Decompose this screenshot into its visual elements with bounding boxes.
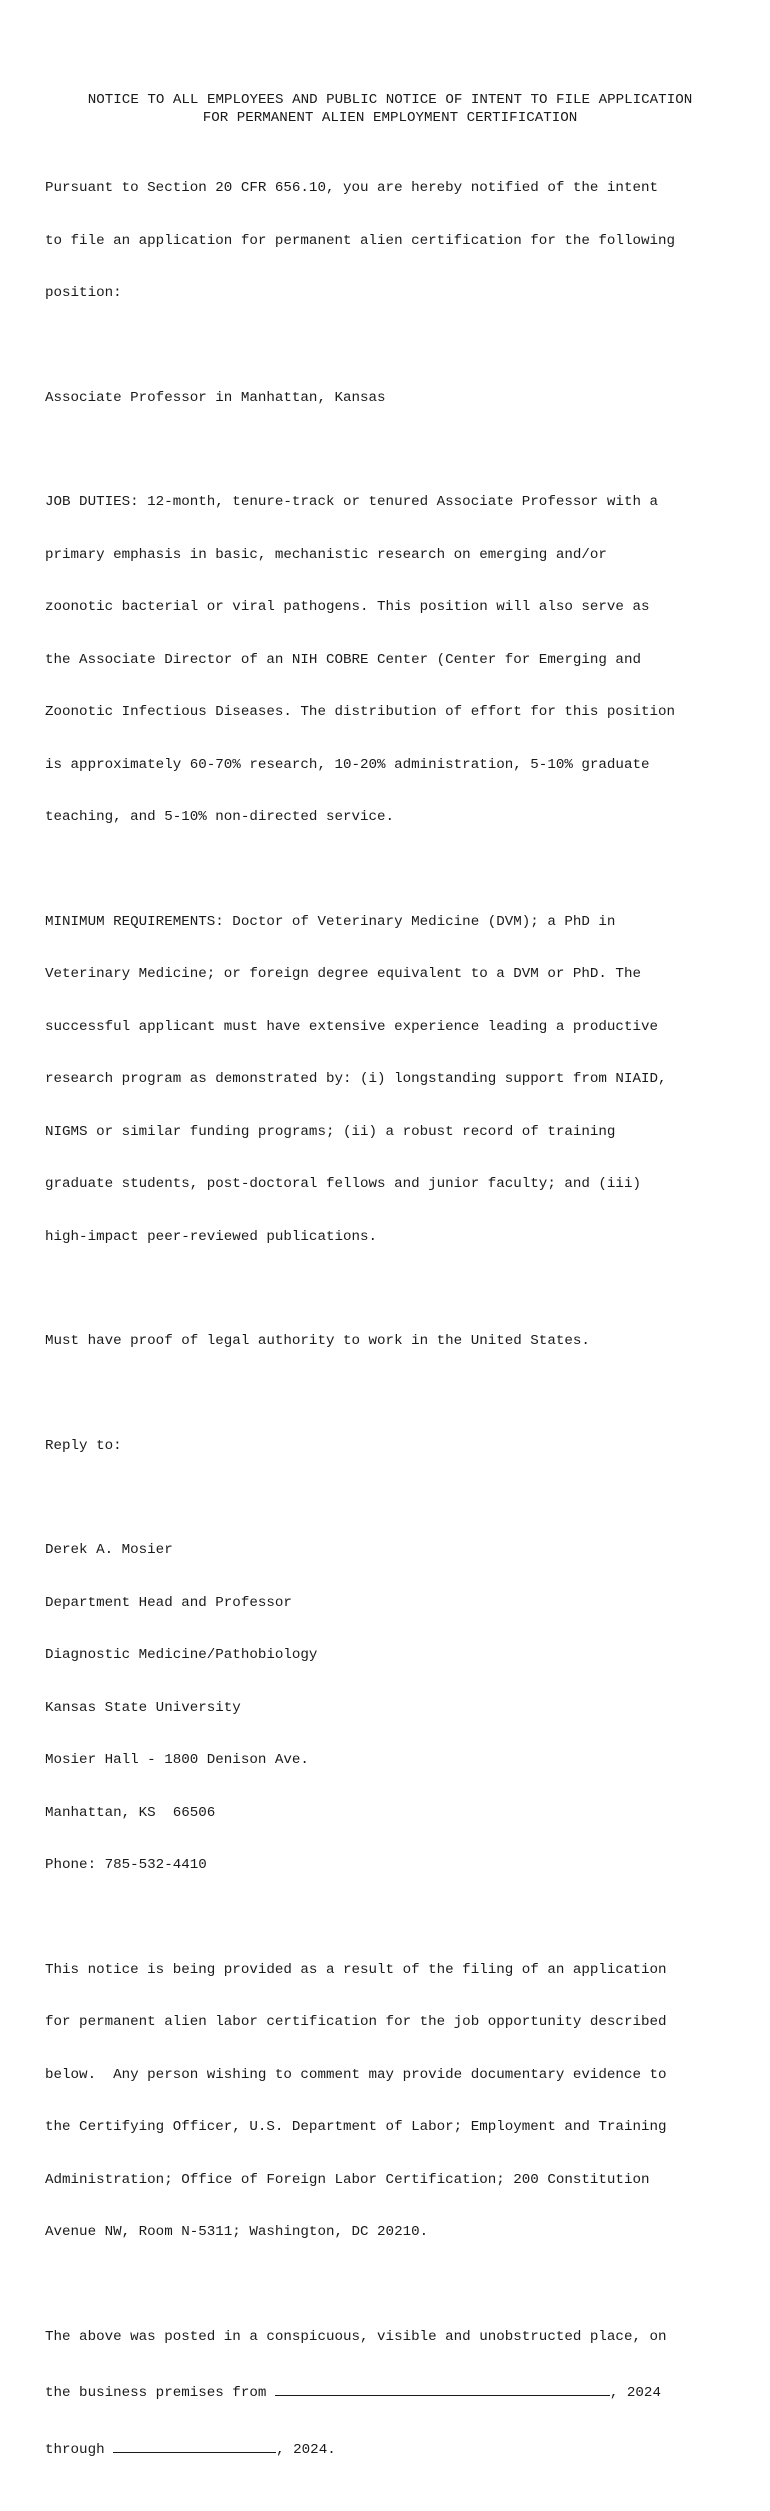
posting-through-label: through [45,2441,114,2458]
requirements-line: Veterinary Medicine; or foreign degree equivalent to a DVM or PhD. The [45,966,641,982]
document-title [45,92,735,127]
posted-through-date-blank[interactable] [113,2438,276,2453]
posting-from-year: , 2024 [609,2385,661,2401]
notice-paragraph [45,1927,735,2277]
job-duties-paragraph [45,459,735,862]
job-duties-line: JOB DUTIES: 12-month, tenure-track or tenured Associate Professor with a [45,494,658,510]
notice-line: Avenue NW, Room N-5311; Washington, DC 20210. [45,2224,429,2240]
job-duties-line: teaching, and 5-10% non-directed service. [45,809,395,825]
requirements-paragraph [45,879,735,1282]
posting-from-label: the business premises from [45,2385,275,2401]
posting-line-from [45,2381,735,2403]
requirements-line: graduate students, post-doctoral fellows and junior faculty; and (iii) [45,1176,641,1192]
intro-line: position: [45,285,122,301]
requirements-line: NIGMS or similar funding programs; (ii) a robust record of training [45,1123,616,1140]
intro-line: to file an application for permanent alien certification for the following [45,232,676,249]
contact-title: Department Head and Professor [45,1594,292,1611]
notice-line: the Certifying Officer, U.S. Department of Labor; Employment and Training [45,2119,667,2135]
job-duties-line: primary emphasis in basic, mechanistic research on emerging and/or [45,546,607,563]
intro-paragraph [45,145,735,338]
contact-phone: Phone: 785-532-4410 [45,1857,207,1873]
contact-city: Manhattan, KS 66506 [45,1804,216,1821]
notice-line: Administration; Office of Foreign Labor Certification; 200 Constitution [45,2171,650,2188]
posting-paragraph [45,2294,735,2495]
notice-line: for permanent alien labor certification for the job opportunity described [45,2014,667,2030]
position-title: Associate Professor in Manhattan, Kansas [45,389,386,406]
contact-department: Diagnostic Medicine/Pathobiology [45,1647,318,1663]
posted-from-date-blank[interactable] [275,2381,610,2396]
posting-line: The above was posted in a conspicuous, visible and unobstructed place, on [45,2328,667,2345]
notice-line: below. Any person wishing to comment may provide documentary evidence to [45,2066,667,2083]
title-line-2: FOR PERMANENT ALIEN EMPLOYMENT CERTIFICATION [202,109,578,126]
contact-university: Kansas State University [45,1699,241,1716]
requirements-line: successful applicant must have extensive experience leading a productive [45,1018,658,1035]
requirements-line: MINIMUM REQUIREMENTS: Doctor of Veterinary Medicine (DVM); a PhD in [45,913,616,930]
contact-block [45,1507,735,1910]
notice-document [45,92,735,2511]
job-duties-line: zoonotic bacterial or viral pathogens. This position will also serve as [45,599,650,615]
job-duties-line: Zoonotic Infectious Diseases. The distribution of effort for this position [45,704,676,720]
requirements-line: research program as demonstrated by: (i) longstanding support from NIAID, [45,1071,667,1087]
posting-through-year: , 2024. [276,2441,336,2458]
contact-name: Derek A. Mosier [45,1542,173,1558]
job-duties-line: the Associate Director of an NIH COBRE Center (Center for Emerging and [45,651,641,668]
intro-line: Pursuant to Section 20 CFR 656.10, you are hereby notified of the intent [45,180,658,196]
legal-authority-statement: Must have proof of legal authority to work in the United States. [45,1333,590,1349]
requirements-line: high-impact peer-reviewed publications. [45,1228,378,1245]
title-line-1: NOTICE TO ALL EMPLOYEES AND PUBLIC NOTICE OF INTENT TO FILE APPLICATION [87,92,693,108]
notice-line: This notice is being provided as a result of the filing of an application [45,1961,667,1978]
reply-to-label: Reply to: [45,1437,122,1454]
job-duties-line: is approximately 60-70% research, 10-20% administration, 5-10% graduate [45,756,650,773]
posting-line-through [45,2438,735,2460]
contact-street: Mosier Hall - 1800 Denison Ave. [45,1752,309,1768]
